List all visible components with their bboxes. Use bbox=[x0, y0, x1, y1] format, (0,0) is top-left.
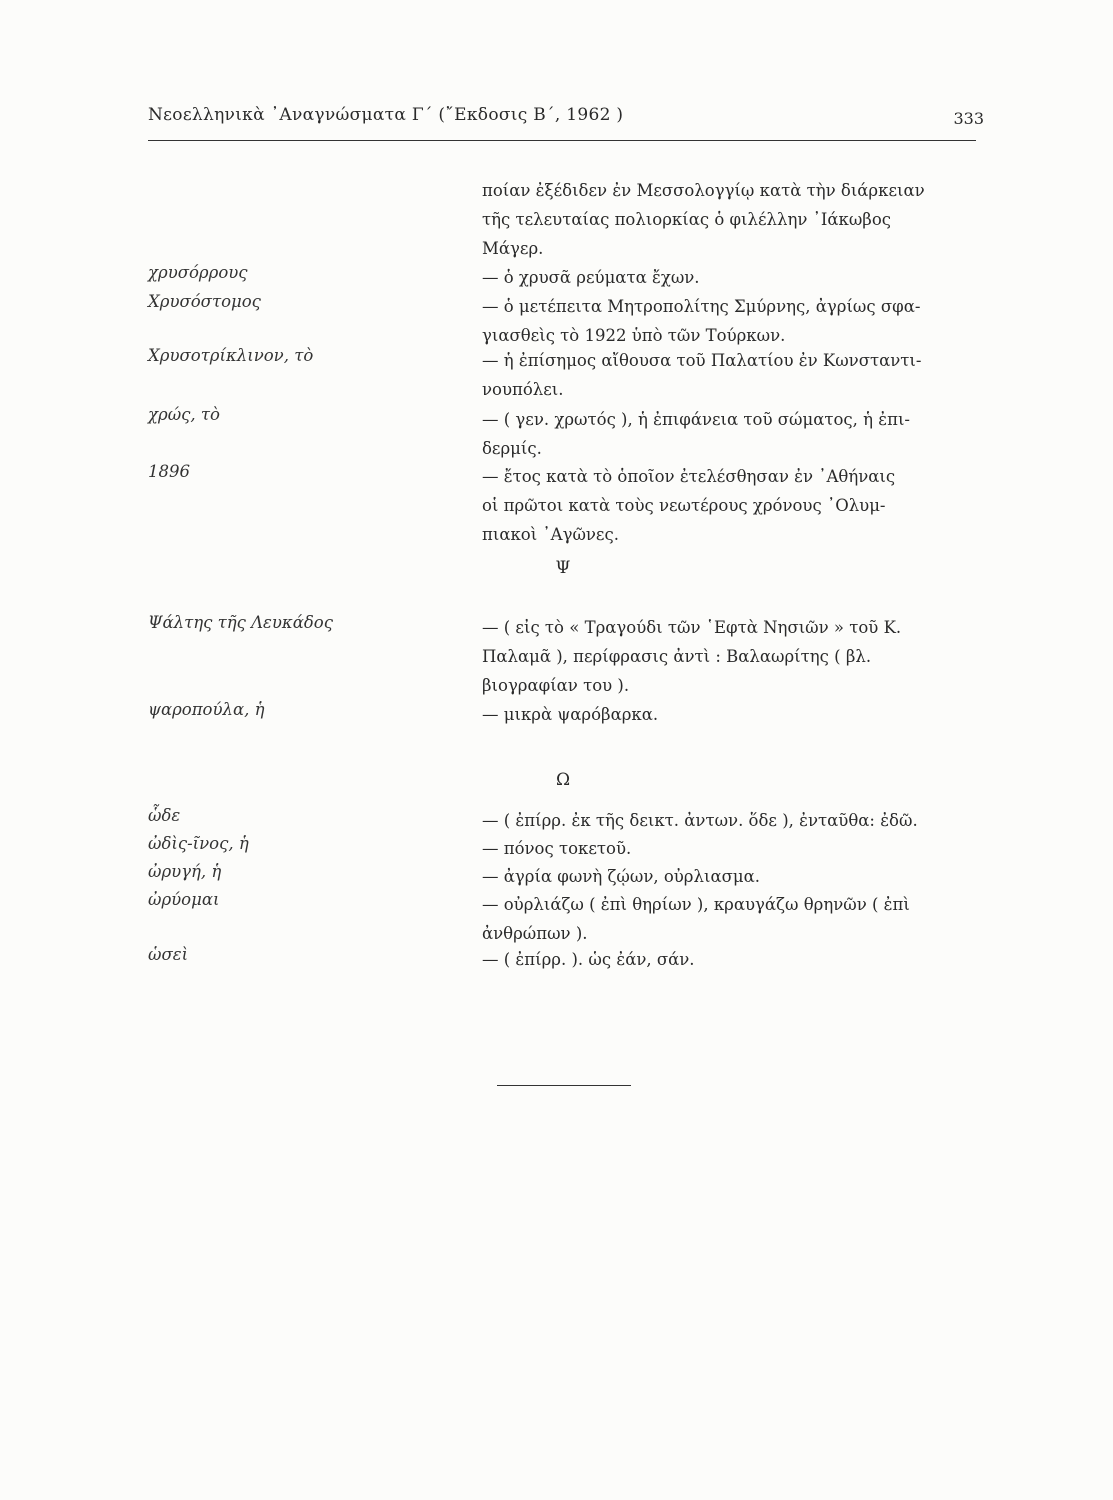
header-rule bbox=[148, 140, 976, 141]
definition bbox=[482, 700, 982, 729]
section-letter-omega: Ω bbox=[555, 770, 571, 790]
definition bbox=[482, 405, 982, 463]
text-line: — ἡ ἐπίσημος αἴθουσα τοῦ Παλατίου ἐν Κωνσταντι- bbox=[482, 351, 922, 370]
text-line: γιασθεὶς τὸ 1922 ὑπὸ τῶν Τούρκων. bbox=[482, 326, 786, 345]
headword: ψαροπούλα, ἡ bbox=[148, 700, 265, 719]
definition bbox=[482, 346, 982, 404]
headword: ὠδὶς-ῖνος, ἡ bbox=[148, 834, 249, 853]
running-title: Νεοελληνικὰ ᾿Αναγνώσματα Γ΄ (῎Εκδοσις Β΄, 1962 ) bbox=[148, 105, 624, 125]
headword: χρώς, τὸ bbox=[148, 405, 220, 424]
text-line: ποίαν ἐξέδιδεν ἐν Μεσσολογγίῳ κατὰ τὴν διάρκειαν bbox=[482, 181, 925, 200]
text-line: — ἔτος κατὰ τὸ ὁποῖον ἐτελέσθησαν ἐν ᾿Αθήναις bbox=[482, 467, 896, 486]
text-line: — ὁ χρυσᾶ ρεύματα ἔχων. bbox=[482, 268, 700, 287]
definition bbox=[482, 945, 982, 974]
definition bbox=[482, 862, 982, 891]
headword: Χρυσόστομος bbox=[148, 292, 261, 311]
headword: Ψάλτης τῆς Λευκάδος bbox=[148, 613, 333, 632]
section-letter-psi: Ψ bbox=[555, 558, 571, 578]
headword: χρυσόρρους bbox=[148, 263, 248, 282]
definition bbox=[482, 834, 982, 863]
text-line: Παλαμᾶ ), περίφρασις ἀντὶ : Βαλαωρίτης ( βλ. bbox=[482, 647, 872, 666]
text-line: τῆς τελευταίας πολιορκίας ὁ φιλέλλην ᾿Ιάκωβος bbox=[482, 210, 892, 229]
page-number: 333 bbox=[953, 109, 984, 128]
text-line: — ἀγρία φωνὴ ζῴων, οὐρλιασμα. bbox=[482, 867, 760, 886]
headword: ὠρυγή, ἡ bbox=[148, 862, 222, 881]
headword: ὡσεὶ bbox=[148, 945, 189, 964]
text-line: ἀνθρώπων ). bbox=[482, 924, 588, 943]
text-line: δερμίς. bbox=[482, 439, 542, 458]
definition bbox=[482, 292, 982, 350]
definition bbox=[482, 613, 982, 700]
page-header bbox=[148, 105, 984, 135]
definition bbox=[482, 806, 982, 835]
closing-rule bbox=[497, 1085, 631, 1086]
text-line: πιακοὶ ᾿Αγῶνες. bbox=[482, 525, 619, 544]
text-line: νουπόλει. bbox=[482, 380, 564, 399]
text-line: — ( ἐπίρρ. ). ὡς ἐάν, σάν. bbox=[482, 950, 695, 969]
text-line: — ὁ μετέπειτα Μητροπολίτης Σμύρνης, ἀγρίως σφα- bbox=[482, 297, 921, 316]
text-line: Μάγερ. bbox=[482, 239, 544, 258]
text-line: — ( εἰς τὸ « Τραγούδι τῶν ῾Εφτὰ Νησιῶν » τοῦ Κ. bbox=[482, 618, 902, 637]
text-line: — οὐρλιάζω ( ἐπὶ θηρίων ), κραυγάζω θρηνῶν ( ἐπὶ bbox=[482, 895, 910, 914]
text-line: — ( γεν. χρωτός ), ἡ ἐπιφάνεια τοῦ σώματος, ἡ ἐπι- bbox=[482, 410, 911, 429]
headword: Χρυσοτρίκλινον, τὸ bbox=[148, 346, 314, 365]
definition bbox=[482, 462, 982, 549]
text-line: — ( ἐπίρρ. ἐκ τῆς δεικτ. ἀντων. ὅδε ), ἐνταῦθα: ἐδῶ. bbox=[482, 811, 918, 830]
definition bbox=[482, 890, 982, 948]
text-line: βιογραφίαν του ). bbox=[482, 676, 630, 695]
headword: ὧδε bbox=[148, 806, 181, 825]
definition bbox=[482, 263, 982, 292]
headword: ὠρύομαι bbox=[148, 890, 220, 909]
text-line: — πόνος τοκετοῦ. bbox=[482, 839, 632, 858]
intro-continuation bbox=[482, 176, 982, 263]
text-line: — μικρὰ ψαρόβαρκα. bbox=[482, 705, 659, 724]
headword: 1896 bbox=[148, 462, 190, 481]
text-line: οἱ πρῶτοι κατὰ τοὺς νεωτέρους χρόνους ᾿Ολυμ- bbox=[482, 496, 886, 515]
